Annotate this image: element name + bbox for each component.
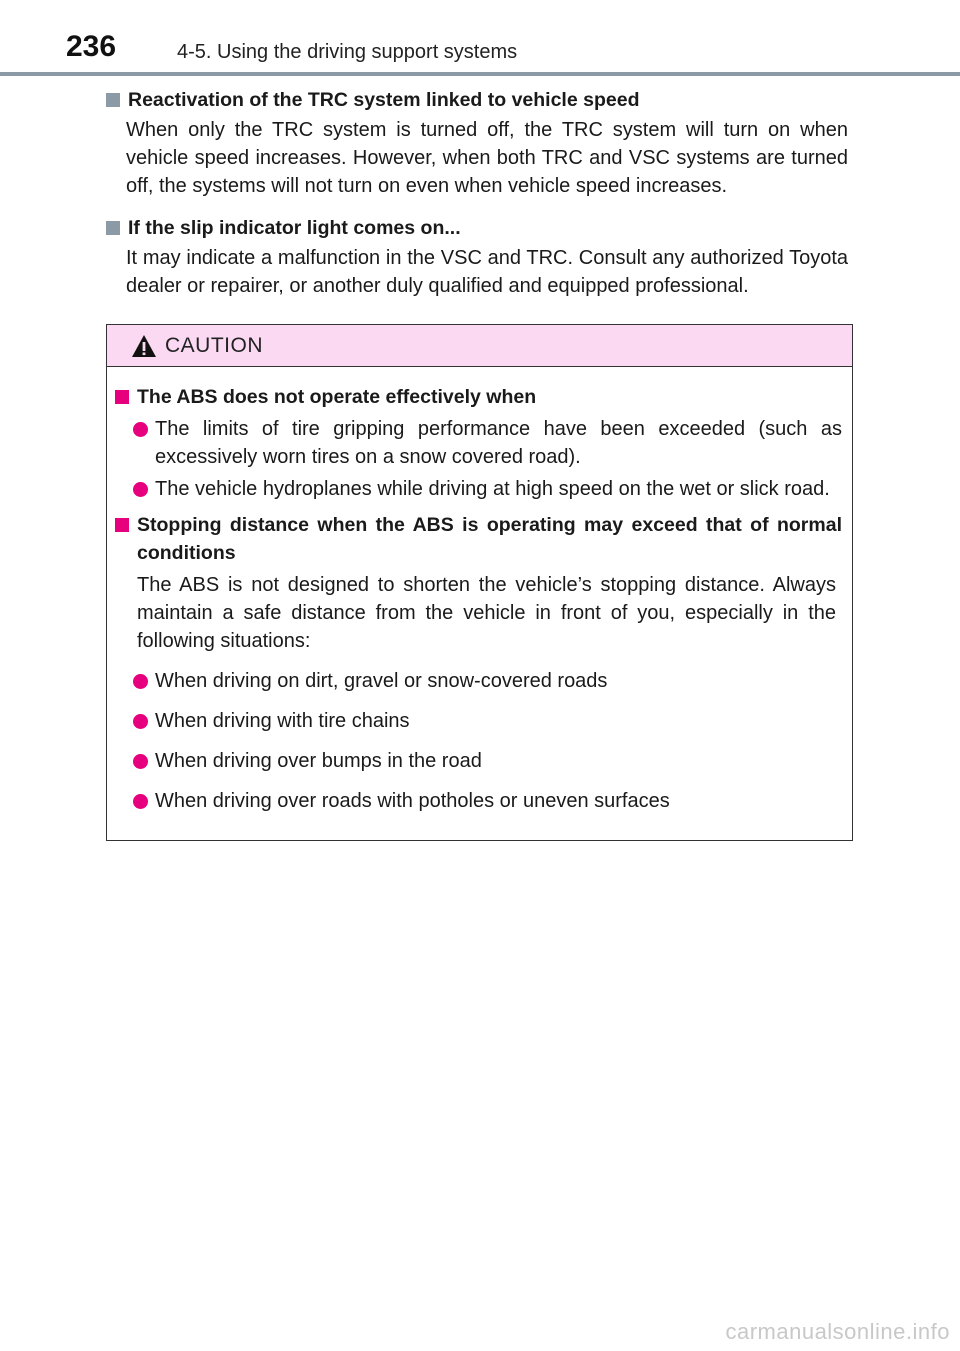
info-heading: If the slip indicator light comes on... (106, 214, 848, 242)
page-header (0, 0, 960, 78)
list-item: The vehicle hydroplanes while driving at high speed on the wet or slick road. (115, 475, 842, 503)
section-title: 4-5. Using the driving support systems (177, 41, 518, 63)
info-block (106, 214, 848, 300)
round-bullet-icon (133, 754, 148, 769)
square-bullet-icon (115, 518, 129, 532)
main-content (106, 86, 848, 300)
round-bullet-icon (133, 714, 148, 729)
info-text: It may indicate a malfunction in the VSC and TRC. Consult any authorized Toyota dealer or repairer, or another duly qualified and equipped professional. (126, 247, 848, 297)
caution-header (107, 325, 852, 367)
warning-triangle-icon (131, 334, 157, 358)
info-text: When only the TRC system is turned off, the TRC system will turn on when vehicle speed increases. However, when both TRC and VSC systems are turned off, the systems will not turn on even when vehicle speed increases. (126, 119, 848, 197)
list-item: When driving over bumps in the road (115, 747, 842, 775)
round-bullet-icon (133, 674, 148, 689)
round-bullet-icon (133, 482, 148, 497)
header-divider (0, 72, 960, 76)
list-item: When driving on dirt, gravel or snow-covered roads (115, 667, 842, 695)
list-item: When driving over roads with potholes or uneven surfaces (115, 787, 842, 815)
square-bullet-icon (115, 390, 129, 404)
round-bullet-icon (133, 794, 148, 809)
caution-text: The ABS is not designed to shorten the vehicle’s stopping distance. Always maintain a safe distance from the vehicle in front of you, especially in the following situations: (137, 574, 836, 652)
caution-body (107, 367, 852, 815)
caution-heading: Stopping distance when the ABS is operating may exceed that of normal conditions (115, 511, 842, 567)
square-bullet-icon (106, 93, 120, 107)
round-bullet-icon (133, 422, 148, 437)
list-item: When driving with tire chains (115, 707, 842, 735)
watermark: carmanualsonline.info (725, 1319, 950, 1344)
caution-box (106, 324, 853, 841)
caution-title: CAUTION (165, 334, 263, 357)
info-block (106, 86, 848, 200)
square-bullet-icon (106, 221, 120, 235)
page-number: 236 (66, 30, 117, 63)
caution-heading: The ABS does not operate effectively when (115, 383, 842, 411)
list-item: The limits of tire gripping performance have been exceeded (such as excessively worn tires on a snow covered road). (115, 415, 842, 471)
info-heading: Reactivation of the TRC system linked to vehicle speed (106, 86, 848, 114)
